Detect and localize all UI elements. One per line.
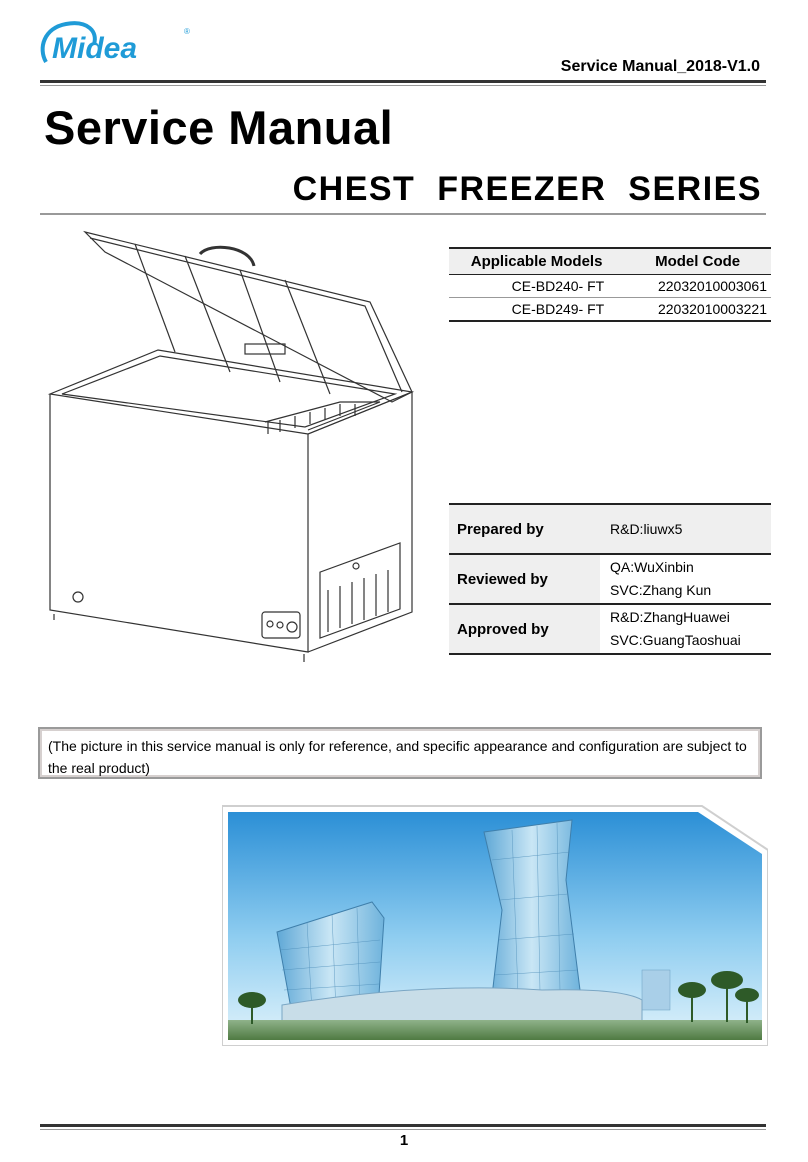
reviewer-qa: QA:WuXinbin — [610, 559, 694, 575]
brand-name: Midea — [52, 32, 138, 65]
prepared-row — [449, 504, 771, 554]
model-name: CE-BD249- FT — [449, 298, 624, 322]
reviewed-names — [600, 554, 771, 604]
header-rule — [40, 80, 766, 83]
model-code: 22032010003221 — [624, 298, 771, 322]
applicable-models-header: Applicable Models — [449, 248, 624, 275]
approver-rd: R&D:ZhangHuawei — [610, 609, 730, 625]
midea-logo-icon — [36, 18, 196, 70]
reviewer-svc: SVC:Zhang Kun — [610, 582, 712, 598]
footer-rule-thin — [40, 1129, 766, 1130]
reviewed-label: Reviewed by — [449, 554, 600, 604]
approver-svc: SVC:GuangTaoshuai — [610, 632, 741, 648]
page-subtitle: CHEST FREEZER SERIES — [292, 170, 762, 208]
prepared-name: R&D:liuwx5 — [610, 520, 683, 537]
headquarters-photo — [222, 800, 768, 1046]
model-code-header: Model Code — [624, 248, 771, 275]
model-name: CE-BD240- FT — [449, 275, 624, 298]
approved-row — [449, 604, 771, 654]
models-table — [449, 247, 771, 322]
document-version: Service Manual_2018-V1.0 — [560, 58, 760, 75]
table-row — [449, 275, 771, 298]
model-code: 22032010003061 — [624, 275, 771, 298]
table-row — [449, 298, 771, 322]
prepared-names — [600, 504, 771, 554]
prepared-label: Prepared by — [449, 504, 600, 554]
approved-names — [600, 604, 771, 654]
page-number: 1 — [399, 1132, 409, 1149]
header-rule-thin — [40, 85, 766, 86]
reviewed-row — [449, 554, 771, 604]
svg-text:®: ® — [184, 27, 190, 36]
midea-logo — [36, 18, 196, 70]
page-title: Service Manual — [44, 101, 394, 154]
chest-freezer-illustration — [40, 222, 420, 672]
title-rule — [40, 213, 766, 215]
reference-note: (The picture in this service manual is only for reference, and specific appearance and configuration are subject to the real product) — [38, 727, 762, 779]
approval-table — [449, 503, 771, 655]
models-table-header — [449, 248, 771, 275]
footer-rule — [40, 1124, 766, 1127]
approved-label: Approved by — [449, 604, 600, 654]
